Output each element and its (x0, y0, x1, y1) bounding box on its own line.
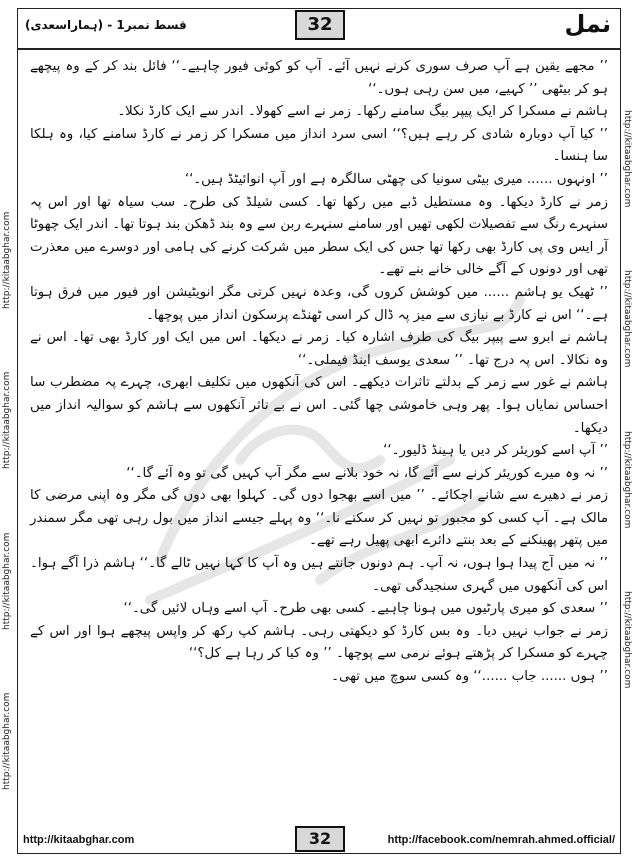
paragraph: ’’ نہ وہ میرے کوریئر کرنے سے آئے گا، نہ خود بلانے سے مگر آپ کہیں گی تو وہ آئے گا۔‘‘ (126, 465, 608, 481)
paragraph: ہاشم نے مسکرا کر ایک پیپر بیگ سامنے رکھا۔ زمر نے اسے کھولا۔ اندر سے ایک کارڈ نکلا۔ (117, 104, 608, 120)
side-url-right (618, 80, 632, 820)
paragraph: ’’ آپ اسے کوریئر کر دیں یا ہینڈ ڈلیور۔‘‘ (383, 443, 608, 459)
page-number-top: 32 (295, 10, 345, 40)
issue-label: قسط نمبر1 - (ہماراسعدی) (25, 18, 187, 32)
paragraph: ہاشم نے غور سے زمر کے بدلتے تاثرات دیکھے۔ اس کی آنکھوں میں تکلیف ابھری، چہرے پہ مضطرب سا احساس نمایاں ہوا۔ پھر وہی خاموشی چھا گئی۔ اس نے بے تاثر آنکھوں سے ہاشم کو سوالیہ انداز میں دیکھا۔ (30, 375, 608, 436)
side-url-text: http://kitaabghar.com (2, 692, 12, 790)
header-divider (17, 48, 621, 50)
paragraph: ’’ نہ میں آج پیدا ہوا ہوں، نہ آپ۔ ہم دونوں جانتے ہیں وہ آپ کا کہا نہیں ٹالے گا۔‘‘ ہاشم ذرا آگے ہوا۔ اس کی آنکھوں میں گہری سنجیدگی تھی۔ (30, 556, 608, 594)
side-url-text: http://kitaabghar.com (2, 371, 12, 470)
paragraph: ’’ سعدی کو میری پارٹیوں میں ہونا چاہیے۔ کسی بھی طرح۔ آپ اسے وہاں لائیں گی۔‘‘ (123, 601, 608, 617)
magazine-title: نمل (564, 10, 611, 38)
page-header (17, 8, 621, 48)
paragraph: ’’ ٹھیک یو ہاشم ...... میں کوشش کروں گی، وعدہ نہیں کرتی مگر انویٹیشن اور فیور میں فرق ہوتا ہے۔‘‘ اس نے کارڈ بے نیازی سے میز پہ ڈال کر اسی ٹھنڈے پرسکون انداز میں پوچھا۔ (30, 284, 608, 323)
page-footer (17, 826, 621, 854)
page-number-bottom: 32 (295, 826, 345, 852)
paragraph: زمر نے جواب نہیں دیا۔ وہ بس کارڈ کو دیکھتی رہی۔ ہاشم کپ رکھ کر واپس پیچھے ہوا اور اس کے چہرے کو مسکرا کر پڑھتے ہوئے نرمی سے پوچھا۔ ’’ وہ کیا کر رہا ہے کل؟‘‘ (30, 623, 608, 662)
side-url-text: http://kitaabghar.com (622, 590, 632, 689)
paragraph: زمر نے کارڈ دیکھا۔ وہ مستطیل ڈبے میں رکھا تھا۔ کسی شیلڈ کی طرح۔ سب سیاہ تھا اور اس پہ سنہرے رنگ سے تفصیلات لکھی تھیں اور سامنے سنہرے ربن سے وہ بند ڈھکن بند ہوتا تھا۔ اندر ایک چھوٹا آر ایس وی پی کارڈ بھی رکھا تھا جس کی ایک سطر میں شرکت کرنے کی ہامی اور دوسرے میں معذرت تھی اور دونوں کے آگے خالی خانے بنے تھے۔ (30, 194, 608, 278)
side-url-text: http://kitaabghar.com (622, 430, 632, 529)
side-url-left (2, 80, 16, 820)
paragraph: ’’ مجھے یقین ہے آپ صرف سوری کرنے نہیں آئے۔ آپ کو کوئی فیور چاہیے۔‘‘ فائل بند کر کے وہ پیچھے ہو کر بیٹھی ’’ کہیے، میں سن رہی ہوں۔‘‘ (30, 59, 608, 97)
footer-link-website[interactable]: http://kitaabghar.com (23, 834, 135, 846)
paragraph: ہاشم نے ابرو سے پیپر بیگ کی طرف اشارہ کیا۔ زمر نے دیکھا۔ اس میں ایک اور کارڈ بھی تھا۔ اس نے وہ نکالا۔ اس پہ درج تھا۔ ’’ سعدی یوسف اینڈ فیملی۔‘‘ (30, 330, 608, 368)
paragraph: ’’ ہوں ...... جاب ......‘‘ وہ کسی سوچ میں تھی۔ (331, 669, 608, 685)
paragraph: ’’ کیا آپ دوبارہ شادی کر رہے ہیں؟‘‘ اسی سرد انداز میں مسکرا کر زمر نے کارڈ سامنے کیا، وہ ہلکا سا ہنسا۔ (30, 126, 608, 165)
side-url-text: http://kitaabghar.com (2, 211, 12, 310)
article-body (30, 56, 608, 826)
side-url-text: http://kitaabghar.com (2, 532, 12, 630)
paragraph: زمر نے دھیرے سے شانے اچکائے۔ ’’ میں اسے بھجوا دوں گی۔ کہلوا بھی دوں گی مگر وہ اپنی مرضی کا مالک ہے۔ آپ کسی کو مجبور تو نہیں کر سکتے نا۔‘‘ وہ پہلے جیسے انداز میں بول رہی تھی مگر سمندر میں پتھر پھینکنے کے بعد بنتے دائرے ابھی پھیل رہے تھے۔ (30, 488, 608, 549)
paragraph: ’’ اونہوں ...... میری بیٹی سونیا کی چھٹی سالگرہ ہے اور آپ انوائیٹڈ ہیں۔‘‘ (184, 171, 608, 187)
side-url-text: http://kitaabghar.com (622, 270, 632, 368)
side-url-text: http://kitaabghar.com (622, 110, 632, 208)
footer-link-facebook[interactable]: http://facebook.com/nemrah.ahmed.official/ (387, 834, 615, 846)
